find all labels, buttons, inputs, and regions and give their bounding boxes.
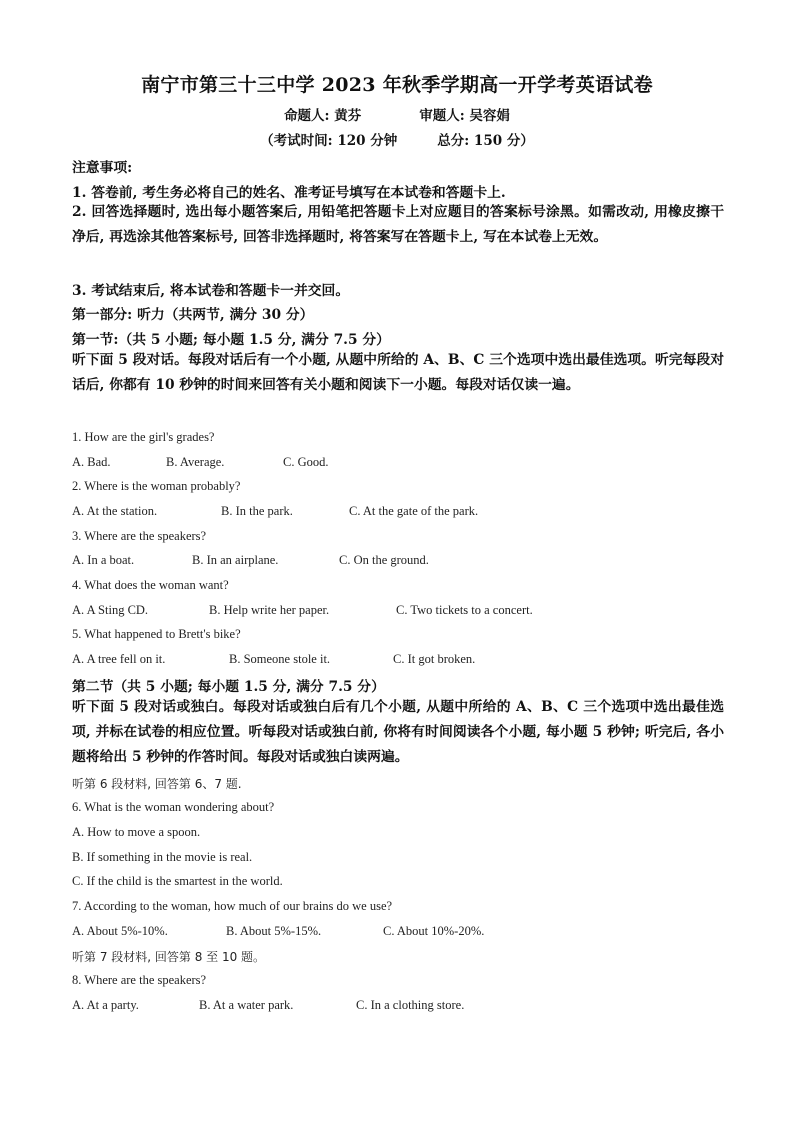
question-3: 3. Where are the speakers? [72, 529, 207, 543]
q1-option-a: A. Bad. [72, 455, 111, 469]
q1-option-b: B. Average. [166, 455, 225, 469]
q6-option-a: A. How to move a spoon. [72, 825, 201, 839]
q2-option-c: C. At the gate of the park. [349, 504, 479, 518]
author-line [0, 104, 794, 124]
q5-option-c: C. It got broken. [393, 652, 476, 666]
total-score: 总分: 150 分） [437, 133, 534, 149]
section1-heading: 第一节:（共 5 小题; 每小题 1.5 分, 满分 7.5 分） [72, 332, 390, 348]
question-6: 6. What is the woman wondering about? [72, 800, 275, 814]
material-7-note: 听第 7 段材料, 回答第 8 至 10 题。 [72, 950, 266, 964]
part1-heading: 第一部分: 听力（共两节, 满分 30 分） [72, 307, 314, 323]
notice-item-2: 2. 回答选择题时, 选出每小题答案后, 用铅笔把答题卡上对应题目的答案标号涂黑。如需改动, 用橡皮擦干净后, 再选涂其他答案标号, 回答非选择题时, 将答案写在答题卡上, 写在本试卷上无效。 [72, 204, 724, 245]
notice-item-1: 1. 答卷前, 考生务必将自己的姓名、准考证号填写在本试卷和答题卡上. [72, 185, 506, 201]
question-5: 5. What happened to Brett's bike? [72, 627, 241, 641]
q8-option-a: A. At a party. [72, 998, 139, 1012]
question-4: 4. What does the woman want? [72, 578, 229, 592]
question-1: 1. How are the girl's grades? [72, 430, 215, 444]
q6-option-c: C. If the child is the smartest in the world. [72, 874, 283, 888]
q2-option-b: B. In the park. [221, 504, 293, 518]
question-7: 7. According to the woman, how much of our brains do we use? [72, 899, 393, 913]
question-2: 2. Where is the woman probably? [72, 479, 241, 493]
reviewer: 审题人: 吴容娟 [419, 108, 510, 124]
section2-heading: 第二节（共 5 小题; 每小题 1.5 分, 满分 7.5 分） [72, 679, 385, 695]
question-8: 8. Where are the speakers? [72, 973, 207, 987]
q7-option-b: B. About 5%-15%. [226, 924, 322, 938]
q5-option-b: B. Someone stole it. [229, 652, 331, 666]
section2-instructions: 听下面 5 段对话或独白。每段对话或独白后有几个小题, 从题中所给的 A、B、C 三个选项中选出最佳选项, 并标在试卷的相应位置。听每段对话或独白前, 你将有时间阅读各个小题, 每小题 5 秒钟; 听完后, 各小题将给出 5 秒钟的作答时间。每段对话或独白读两遍。 [72, 699, 724, 765]
q2-option-a: A. At the station. [72, 504, 158, 518]
q8-option-c: C. In a clothing store. [356, 998, 465, 1012]
q5-option-a: A. A tree fell on it. [72, 652, 166, 666]
q7-option-c: C. About 10%-20%. [383, 924, 485, 938]
q3-option-b: B. In an airplane. [192, 553, 279, 567]
proposer: 命题人: 黄芬 [284, 108, 362, 124]
q7-option-a: A. About 5%-10%. [72, 924, 168, 938]
exam-title: 南宁市第三十三中学 2023 年秋季学期高一开学考英语试卷 [141, 74, 653, 96]
exam-info-line [0, 129, 794, 149]
notice-heading: 注意事项: [72, 160, 133, 176]
q4-option-b: B. Help write her paper. [209, 603, 330, 617]
q1-option-c: C. Good. [283, 455, 329, 469]
q3-option-a: A. In a boat. [72, 553, 135, 567]
material-6-note: 听第 6 段材料, 回答第 6、7 题. [72, 777, 242, 791]
q3-option-c: C. On the ground. [339, 553, 429, 567]
q4-option-c: C. Two tickets to a concert. [396, 603, 533, 617]
section1-instructions: 听下面 5 段对话。每段对话后有一个小题, 从题中所给的 A、B、C 三个选项中选出最佳选项。听完每段对话后, 你都有 10 秒钟的时间来回答有关小题和阅读下一小题。每段对话仅读一遍。 [72, 352, 724, 393]
notice-item-3: 3. 考试结束后, 将本试卷和答题卡一并交回。 [72, 283, 350, 299]
q6-option-b: B. If something in the movie is real. [72, 850, 253, 864]
q4-option-a: A. A Sting CD. [72, 603, 149, 617]
q8-option-b: B. At a water park. [199, 998, 294, 1012]
exam-time: （考试时间: 120 分钟 [260, 133, 398, 149]
